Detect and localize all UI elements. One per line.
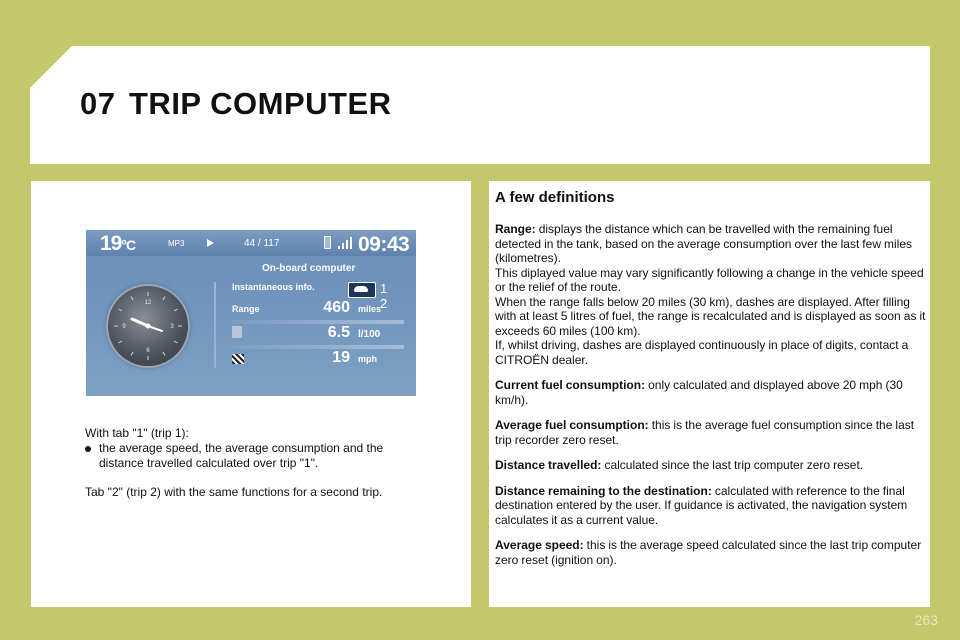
speed-value: 19 — [332, 349, 350, 366]
definition-text: calculated since the last trip computer zero reset. — [601, 458, 864, 472]
definition-average-consumption — [495, 418, 927, 447]
clock-numeral-3: 3 — [170, 324, 174, 330]
definition-term: Current fuel consumption: — [495, 378, 646, 392]
definition-text: calculated with reference to the final destination entered by the user. If guidance is activated, the navigation system calculates it as a current value. — [495, 483, 908, 527]
definition-distance-travelled — [495, 458, 927, 473]
definition-term: Average fuel consumption: — [495, 418, 649, 432]
definitions-list — [495, 222, 927, 578]
bullet-icon — [85, 446, 91, 452]
audio-source: MP3 — [168, 239, 185, 248]
temperature-unit: °C — [121, 237, 136, 253]
trip1-intro: With tab "1" (trip 1): — [85, 426, 189, 440]
definition-text: this is the average speed calculated since the last trip computer zero reset (ignition on). — [495, 538, 922, 567]
phone-icon — [324, 236, 331, 249]
speed-unit: mph — [358, 354, 377, 364]
definition-text: this is the average fuel consumption since the last trip recorder zero reset. — [495, 418, 915, 447]
play-icon — [207, 239, 214, 247]
definition-term: Distance remaining to the destination: — [495, 483, 712, 498]
clock-numeral-6: 6 — [146, 348, 150, 354]
definitions-title: A few definitions — [495, 189, 615, 206]
divider — [214, 282, 216, 368]
trip-description — [85, 426, 415, 500]
trip-tab-numbers: 1 2 — [380, 281, 394, 311]
chapter-title: TRIP COMPUTER — [129, 86, 392, 121]
instantaneous-info-heading: Instantaneous info. — [232, 282, 315, 292]
clock-time: 09:43 — [358, 233, 410, 256]
definition-term: Distance travelled: — [495, 458, 602, 472]
car-icon — [348, 282, 376, 298]
definition-text: only calculated and displayed above 20 mph (30 km/h). — [495, 378, 903, 407]
definition-average-speed — [495, 538, 927, 567]
track-counter: 44 / 117 — [244, 238, 280, 249]
chapter-number: 07 — [80, 86, 116, 121]
consumption-unit: l/100 — [358, 329, 381, 340]
checkered-flag-icon — [232, 354, 244, 364]
temperature-readout — [100, 232, 135, 256]
definition-range — [495, 222, 927, 367]
trip2-text: Tab "2" (trip 2) with the same functions for a second trip. — [85, 485, 383, 499]
range-value: 460 — [323, 299, 350, 316]
onboard-computer-title: On-board computer — [262, 263, 356, 274]
definition-term: Average speed: — [495, 538, 584, 552]
definition-current-consumption — [495, 378, 927, 407]
definition-term: Range: — [495, 222, 536, 236]
range-unit: miles — [358, 304, 382, 314]
clock-numeral-9: 9 — [122, 324, 126, 330]
signal-strength-icon — [338, 236, 354, 249]
trip1-bullet-text: the average speed, the average consumption and the distance travelled calculated over trip "1". — [99, 441, 384, 470]
display-screen — [86, 230, 416, 396]
analog-clock-icon — [108, 286, 188, 366]
definition-text: displays the distance which can be travelled with the remaining fuel detected in the tank, based on the average consumption over the last few miles (kilometres). This diplayed value may vary significantly following a change in the vehicle speed or the relief of the route. When the range falls below 20 miles (30 km), dashes are displayed. After filling with at least 5 litres of fuel, the range is recalculated and is displayed as soon as it exceeds 60 miles (100 km). If, whilst driving, dashes are displayed continuously in place of digits, contact a CITROËN dealer. — [495, 222, 926, 367]
page-number: 263 — [914, 612, 938, 628]
definition-distance-remaining — [495, 484, 927, 528]
consumption-value: 6.5 — [327, 324, 350, 341]
temperature-value: 19 — [100, 232, 122, 255]
range-label: Range — [232, 304, 260, 314]
fuel-pump-icon — [232, 326, 242, 338]
list-item — [85, 441, 415, 471]
clock-numeral-12: 12 — [144, 300, 152, 306]
